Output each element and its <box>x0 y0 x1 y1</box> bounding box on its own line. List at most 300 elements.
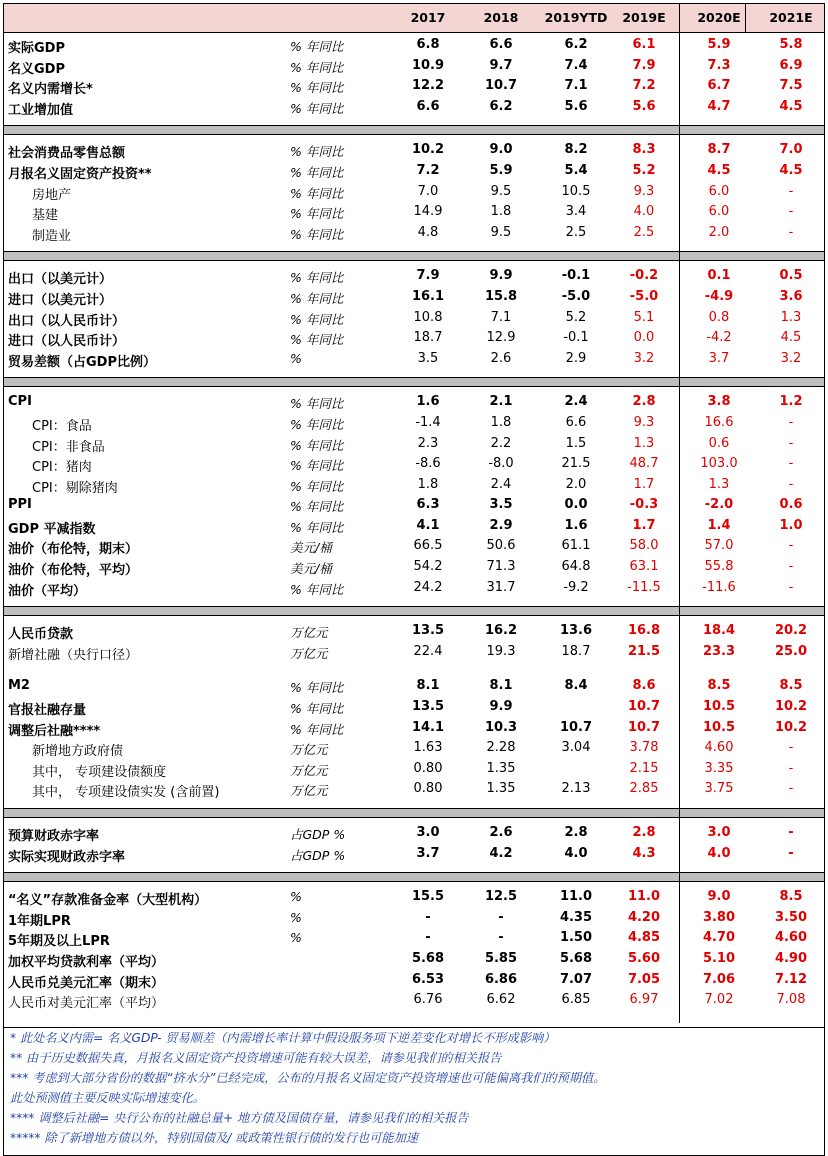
cell-2021e: 10.2 <box>774 719 808 735</box>
section-separator <box>4 377 824 387</box>
cell-2020e: -2.0 <box>704 497 734 513</box>
cell-2021e: - <box>788 183 794 199</box>
table-row <box>4 621 824 642</box>
cell-2018: 5.85 <box>484 950 518 966</box>
cell-2019e: 5.1 <box>633 309 655 325</box>
cell-2019e: 21.5 <box>627 643 661 659</box>
forecast-divider-line <box>679 4 680 1023</box>
cell-2021e: 6.9 <box>779 57 803 73</box>
table-row <box>4 182 824 203</box>
cell-2021e: 3.50 <box>774 909 808 925</box>
cell-2021e: - <box>788 435 794 451</box>
cell-2018: 12.5 <box>484 889 518 905</box>
table-row <box>4 308 824 329</box>
cell-2019e: 9.3 <box>633 414 655 430</box>
table-row <box>4 823 824 844</box>
cell-2021e: 1.0 <box>779 517 803 533</box>
table-row <box>4 928 824 949</box>
cell-2021e: - <box>788 456 794 472</box>
cell-2021e: 0.6 <box>779 497 803 513</box>
table-row <box>4 697 824 718</box>
row-unit: 万亿元 <box>290 625 328 641</box>
row-unit: 美元/桶 <box>290 540 332 556</box>
cell-2019e: 4.85 <box>627 930 661 946</box>
cell-2021e: 4.60 <box>774 930 808 946</box>
cell-2018: - <box>498 930 504 946</box>
row-label: 人民币贷款 <box>8 627 74 643</box>
section-separator <box>4 872 824 882</box>
cell-2021e: 7.5 <box>779 78 803 94</box>
row-label: 房地产 <box>32 187 72 203</box>
table-row <box>4 642 824 663</box>
cell-2021e: - <box>788 845 794 861</box>
cell-2019e: 1.7 <box>633 476 655 492</box>
cell-2020e: 7.02 <box>704 992 734 1008</box>
section-gap <box>4 369 824 377</box>
cell-2018: - <box>498 909 504 925</box>
cell-2019e: 10.7 <box>627 699 661 715</box>
row-label: CPI：食品 <box>32 418 92 434</box>
cell-2019e: 1.3 <box>633 435 655 451</box>
cell-2017: 13.5 <box>411 623 445 639</box>
cell-2021e: 4.5 <box>780 330 802 346</box>
cell-2018: 9.9 <box>489 699 513 715</box>
cell-2020e: 1.3 <box>708 476 730 492</box>
cell-2018: 6.62 <box>486 992 516 1008</box>
cell-2017: 15.5 <box>411 889 445 905</box>
row-label: 油价（布伦特，平均） <box>8 563 139 579</box>
cell-2019ytd: 1.50 <box>559 930 593 946</box>
table-row <box>4 56 824 77</box>
row-label: 1年期LPR <box>8 913 71 929</box>
cell-2020e: 0.8 <box>708 309 730 325</box>
cell-2017: 54.2 <box>413 559 443 575</box>
cell-2017: 14.1 <box>411 719 445 735</box>
row-unit: % 年同比 <box>290 519 344 535</box>
cell-2019e: -11.5 <box>627 579 661 595</box>
row-label: 基建 <box>32 208 59 224</box>
cell-2019e: 6.97 <box>629 992 659 1008</box>
cell-2019ytd: 5.6 <box>564 98 588 114</box>
cell-2019e: 48.7 <box>629 456 659 472</box>
row-unit: % 年同比 <box>290 59 344 75</box>
row-unit: % 年同比 <box>290 499 344 515</box>
table-row <box>4 475 824 496</box>
table-row <box>4 970 824 991</box>
cell-2020e: 1.4 <box>707 517 731 533</box>
cell-2020e: 4.7 <box>707 98 731 114</box>
cell-2019e: 8.6 <box>632 678 656 694</box>
cell-2017: 5.68 <box>411 950 445 966</box>
row-label: GDP 平减指数 <box>8 521 96 537</box>
cell-2017: -8.6 <box>415 456 441 472</box>
cell-2020e: 8.5 <box>707 678 731 694</box>
cell-2017: 66.5 <box>413 538 443 554</box>
cell-2019ytd: 10.7 <box>559 719 593 735</box>
cell-2018: 16.2 <box>484 623 518 639</box>
cell-2018: 4.2 <box>489 845 513 861</box>
row-label: 实际GDP <box>8 41 65 56</box>
cell-2019ytd: 5.2 <box>565 309 587 325</box>
cell-2019e: 5.60 <box>627 950 661 966</box>
cell-2018: 7.1 <box>490 309 512 325</box>
cell-2019e: 7.9 <box>632 57 656 73</box>
cell-2021e: 8.5 <box>779 889 803 905</box>
cell-2020e: 10.5 <box>702 719 736 735</box>
row-label: 月报名义固定资产投资** <box>8 166 152 182</box>
cell-2020e: 3.35 <box>704 760 734 776</box>
cell-2018: 6.2 <box>489 98 513 114</box>
cell-2018: 1.8 <box>490 414 512 430</box>
cell-2018: 1.35 <box>486 760 516 776</box>
cell-2019e: 7.05 <box>627 971 661 987</box>
table-row <box>4 759 824 780</box>
table-row <box>4 495 824 516</box>
table-row <box>4 223 824 244</box>
table-row <box>4 266 824 287</box>
cell-2018: 15.8 <box>484 288 518 304</box>
cell-2021e: - <box>788 476 794 492</box>
cell-2020e: 0.6 <box>708 435 730 451</box>
row-unit: % 年同比 <box>290 290 344 306</box>
cell-2017: 3.5 <box>417 350 439 366</box>
cell-2019e: 2.8 <box>632 394 656 410</box>
cell-2019e: 9.3 <box>633 183 655 199</box>
cell-2021e: - <box>788 740 794 756</box>
row-label: 进口（以人民币计） <box>8 334 126 350</box>
row-unit: % 年同比 <box>290 206 344 222</box>
cell-2021e: 1.3 <box>780 309 802 325</box>
cell-2018: 9.5 <box>490 183 512 199</box>
row-label: M2 <box>8 678 30 694</box>
table-row <box>4 434 824 455</box>
row-unit: % 年同比 <box>290 332 344 348</box>
table-row <box>4 287 824 308</box>
row-label: 制造业 <box>32 228 72 244</box>
cell-2017: 14.9 <box>413 204 443 220</box>
cell-2018: 19.3 <box>486 643 516 659</box>
table-row <box>4 328 824 349</box>
cell-2021e: 1.2 <box>779 394 803 410</box>
cell-2018: 2.9 <box>489 517 513 533</box>
cell-2018: 8.1 <box>489 678 513 694</box>
section-separator <box>4 808 824 818</box>
cell-2021e: 5.8 <box>779 37 803 52</box>
cell-2021e: 10.2 <box>774 699 808 715</box>
cell-2021e: 7.12 <box>774 971 808 987</box>
cell-2020e: 5.9 <box>707 37 731 52</box>
cell-2020e: 8.7 <box>707 142 731 158</box>
cell-2019e: 3.2 <box>633 350 655 366</box>
cell-2020e: 4.70 <box>702 930 736 946</box>
cell-2017: 16.1 <box>411 288 445 304</box>
row-unit: % 年同比 <box>290 701 344 717</box>
cell-2020e: 18.4 <box>702 623 736 639</box>
footnotes <box>4 1027 824 1148</box>
cell-2021e: 8.5 <box>779 678 803 694</box>
cell-2017: 10.8 <box>413 309 443 325</box>
cell-2021e: - <box>788 538 794 554</box>
cell-2019ytd: 2.4 <box>564 394 588 410</box>
row-label: 人民币兑美元汇率（期末） <box>8 975 165 991</box>
cell-2019e: 0.0 <box>633 330 655 346</box>
row-label: 预算财政赤字率 <box>8 829 100 844</box>
row-label: 人民币对美元汇率（平均） <box>8 996 165 1012</box>
row-label: 油价（布伦特，期末） <box>8 542 139 558</box>
cell-2018: 50.6 <box>486 538 516 554</box>
cell-2020e: 2.0 <box>708 224 730 240</box>
cell-2017: 2.3 <box>417 435 439 451</box>
cell-2020e: 7.06 <box>702 971 736 987</box>
cell-2020e: 3.7 <box>708 350 730 366</box>
cell-2019e: 6.1 <box>632 37 656 52</box>
cell-2021e: - <box>788 224 794 240</box>
cell-2018: 31.7 <box>486 579 516 595</box>
cell-2021e: - <box>788 579 794 595</box>
col-header-2019e: 2019E <box>622 10 666 25</box>
cell-2017: 6.8 <box>416 37 440 52</box>
cell-2020e: 0.1 <box>707 268 731 284</box>
row-unit: 万亿元 <box>290 762 328 778</box>
table-row <box>4 779 824 800</box>
cell-2019e: 5.2 <box>632 162 656 178</box>
col-header-2017: 2017 <box>410 10 446 25</box>
cell-2019ytd: 3.04 <box>561 740 591 756</box>
cell-2019e: 2.8 <box>632 825 656 840</box>
row-label: 新增社融（央行口径） <box>8 647 139 663</box>
cell-2020e: 3.80 <box>702 909 736 925</box>
row-label: 5年期及以上LPR <box>8 934 110 950</box>
cell-2019e: 4.3 <box>632 845 656 861</box>
header-divider-line <box>745 4 746 32</box>
cell-2017: 8.1 <box>416 678 440 694</box>
cell-2019ytd: 7.1 <box>564 78 588 94</box>
cell-2021e: 0.5 <box>779 268 803 284</box>
row-unit: % 年同比 <box>290 721 344 737</box>
row-label: CPI：非食品 <box>32 439 105 455</box>
cell-2020e: 6.7 <box>707 78 731 94</box>
cell-2019e: 4.20 <box>627 909 661 925</box>
table-row <box>4 454 824 475</box>
table-row <box>4 97 824 118</box>
row-unit: % 年同比 <box>290 416 344 432</box>
row-gap <box>4 662 824 676</box>
cell-2019ytd: 10.5 <box>561 183 591 199</box>
cell-2020e: 6.0 <box>708 204 730 220</box>
cell-2019ytd: 13.6 <box>559 623 593 639</box>
cell-2019e: 58.0 <box>629 538 659 554</box>
row-unit: % 年同比 <box>290 437 344 453</box>
cell-2021e: - <box>788 559 794 575</box>
row-unit: 万亿元 <box>290 645 328 661</box>
row-unit: % 年同比 <box>290 164 344 180</box>
cell-2019e: 10.7 <box>627 719 661 735</box>
cell-2019e: 11.0 <box>627 889 661 905</box>
section-separator <box>4 251 824 261</box>
cell-2018: 6.6 <box>489 37 513 52</box>
cell-2019e: 2.15 <box>629 760 659 776</box>
cell-2018: 71.3 <box>486 559 516 575</box>
cell-2018: 9.0 <box>489 142 513 158</box>
cell-2018: 1.35 <box>486 781 516 797</box>
cell-2019ytd: 7.07 <box>559 971 593 987</box>
cell-2019ytd: 4.0 <box>564 845 588 861</box>
cell-2019e: 5.6 <box>632 98 656 114</box>
section-separator <box>4 125 824 135</box>
row-label: 名义内需增长* <box>8 82 93 98</box>
cell-2017: 0.80 <box>413 781 443 797</box>
cell-2019ytd: 61.1 <box>561 538 591 554</box>
table-row <box>4 76 824 97</box>
cell-2017: 1.8 <box>417 476 439 492</box>
table-row <box>4 887 824 908</box>
row-label: CPI：猪肉 <box>32 460 92 476</box>
section-gap <box>4 243 824 251</box>
cell-2017: 1.6 <box>416 394 440 410</box>
cell-2017: 7.9 <box>416 268 440 284</box>
cell-2021e: 3.2 <box>780 350 802 366</box>
cell-2020e: 7.3 <box>707 57 731 73</box>
cell-2019ytd: 7.4 <box>564 57 588 73</box>
row-unit: 万亿元 <box>290 783 328 799</box>
forecast-table-frame <box>3 3 825 1156</box>
table-row <box>4 676 824 697</box>
cell-2021e: 7.08 <box>776 992 806 1008</box>
row-unit: % 年同比 <box>290 100 344 116</box>
cell-2017: 24.2 <box>413 579 443 595</box>
cell-2021e: - <box>788 825 794 840</box>
row-unit: % 年同比 <box>290 478 344 494</box>
cell-2019e: 16.8 <box>627 623 661 639</box>
row-label: 油价（平均） <box>8 583 87 599</box>
row-unit: % 年同比 <box>290 458 344 474</box>
cell-2021e: - <box>788 781 794 797</box>
section-gap <box>4 117 824 125</box>
cell-2017: 10.9 <box>411 57 445 73</box>
cell-2019ytd: 1.6 <box>564 517 588 533</box>
cell-2020e: 55.8 <box>704 559 734 575</box>
row-unit: % <box>290 350 302 366</box>
row-label: 实际实现财政赤字率 <box>8 849 126 865</box>
cell-2021e: 20.2 <box>774 623 808 639</box>
cell-2021e: 4.5 <box>779 98 803 114</box>
cell-2019ytd: 8.2 <box>564 142 588 158</box>
cell-2017: - <box>425 909 431 925</box>
cell-2017: 0.80 <box>413 760 443 776</box>
cell-2020e: -11.6 <box>702 579 736 595</box>
row-label: 其中， 专项建设债实发 (含前置) <box>32 785 220 801</box>
cell-2017: 6.76 <box>413 992 443 1008</box>
col-header-2021e: 2021E <box>769 10 813 25</box>
row-label: 贸易差额（占GDP比例） <box>8 354 156 370</box>
table-row <box>4 949 824 970</box>
cell-2019e: -0.2 <box>629 268 659 284</box>
cell-2018: 1.8 <box>490 204 512 220</box>
cell-2021e: 3.6 <box>779 288 803 304</box>
row-label: 工业增加值 <box>8 102 74 118</box>
table-row <box>4 35 824 56</box>
cell-2020e: -4.2 <box>706 330 732 346</box>
cell-2017: 4.1 <box>416 517 440 533</box>
cell-2017: 13.5 <box>411 699 445 715</box>
row-unit: % 年同比 <box>290 680 344 696</box>
row-unit: % <box>290 909 302 925</box>
cell-2017: -1.4 <box>415 414 441 430</box>
cell-2017: 6.53 <box>411 971 445 987</box>
table-row <box>4 140 824 161</box>
cell-2021e: 4.5 <box>779 162 803 178</box>
cell-2019e: 7.2 <box>632 78 656 94</box>
cell-2018: 2.1 <box>489 394 513 410</box>
cell-2019ytd: 2.8 <box>564 825 588 840</box>
section-separator <box>4 606 824 616</box>
cell-2018: 2.4 <box>490 476 512 492</box>
section-gap <box>4 800 824 808</box>
cell-2019e: -5.0 <box>629 288 659 304</box>
cell-2020e: 16.6 <box>704 414 734 430</box>
cell-2020e: 3.0 <box>707 825 731 840</box>
cell-2019ytd: 8.4 <box>564 678 588 694</box>
table-row <box>4 349 824 370</box>
cell-2019ytd: 11.0 <box>559 889 593 905</box>
row-label: 社会消费品零售总额 <box>8 146 126 162</box>
cell-2019e: -0.3 <box>629 497 659 513</box>
cell-2018: 2.6 <box>490 350 512 366</box>
cell-2019ytd: 64.8 <box>561 559 591 575</box>
cell-2021e: 4.90 <box>774 950 808 966</box>
cell-2019ytd: 5.4 <box>564 162 588 178</box>
cell-2019ytd: 18.7 <box>561 643 591 659</box>
row-label: 新增地方政府债 <box>32 744 124 760</box>
cell-2018: 12.9 <box>486 330 516 346</box>
cell-2019ytd: 2.13 <box>561 781 591 797</box>
cell-2017: 7.0 <box>417 183 439 199</box>
cell-2021e: 7.0 <box>779 142 803 158</box>
cell-2019ytd: -5.0 <box>561 288 591 304</box>
table-row <box>4 161 824 182</box>
cell-2020e: 103.0 <box>700 456 738 472</box>
cell-2017: 3.7 <box>416 845 440 861</box>
cell-2019e: 4.0 <box>633 204 655 220</box>
row-unit: % 年同比 <box>290 144 344 160</box>
cell-2020e: 4.0 <box>707 845 731 861</box>
cell-2020e: -4.9 <box>704 288 734 304</box>
row-label: 加权平均贷款利率（平均） <box>8 954 165 970</box>
row-unit: % 年同比 <box>290 396 344 412</box>
cell-2018: 2.2 <box>490 435 512 451</box>
cell-2020e: 3.8 <box>707 394 731 410</box>
footnote: ** 由于历史数据失真，月报名义固定资产投资增速可能有较大误差，请参见我们的相关报告 <box>10 1051 502 1065</box>
row-label: CPI：剔除猪肉 <box>32 480 118 496</box>
cell-2021e: - <box>788 204 794 220</box>
table-row <box>4 578 824 599</box>
row-label: 名义GDP <box>8 61 65 77</box>
cell-2021e: 25.0 <box>774 643 808 659</box>
table-row <box>4 536 824 557</box>
cell-2018: 3.5 <box>489 497 513 513</box>
row-label: PPI <box>8 497 32 513</box>
cell-2017: 10.2 <box>411 142 445 158</box>
section-gap <box>4 1011 824 1017</box>
footnote: *** 考虑到大部分省份的数据“挤水分”已经完成，公布的月报名义固定资产投资增速也可能偏离我们的预期值。 <box>10 1071 606 1085</box>
row-unit: % <box>290 930 302 946</box>
cell-2021e: - <box>788 414 794 430</box>
section-gap <box>4 864 824 872</box>
cell-2018: 10.3 <box>484 719 518 735</box>
cell-2019ytd: 0.0 <box>564 497 588 513</box>
row-unit: % 年同比 <box>290 80 344 96</box>
cell-2017: 4.8 <box>417 224 439 240</box>
